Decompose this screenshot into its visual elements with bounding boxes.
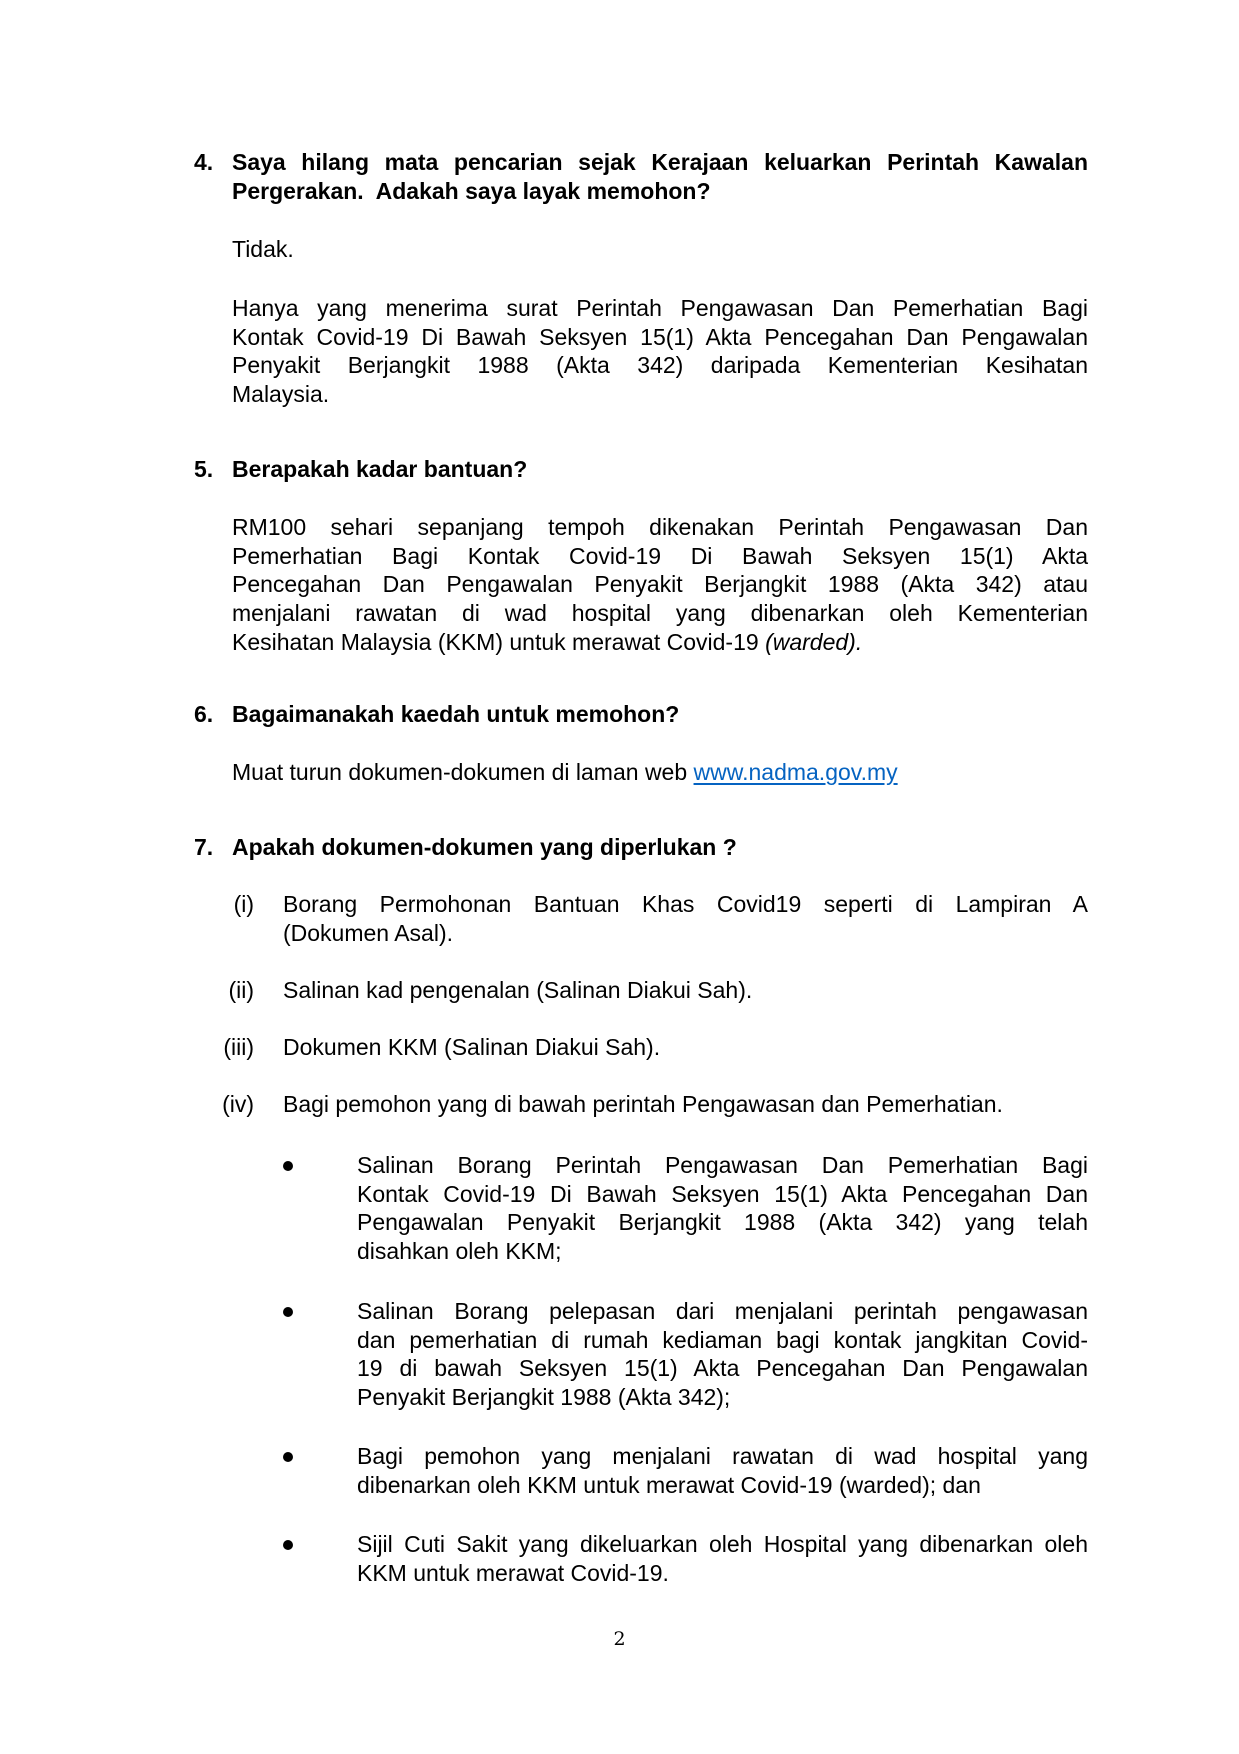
- answer-line: Malaysia.: [232, 381, 330, 408]
- question-6-answer: [232, 758, 1088, 787]
- question-6-heading: [232, 700, 1088, 729]
- question-5-answer: [232, 513, 1088, 656]
- bullet-line: 19 di bawah Seksyen 15(1) Akta Pencegahan Dan Pengawalan: [357, 1355, 1088, 1382]
- item-line: Dokumen KKM (Salinan Diakui Sah).: [283, 1034, 661, 1060]
- item-line: (Dokumen Asal).: [283, 919, 454, 946]
- item-label: (ii): [228, 977, 254, 1003]
- question-4-answer: [232, 294, 1088, 409]
- bullet-line: Bagi pemohon yang menjalani rawatan di wad hospital yang: [357, 1443, 1088, 1469]
- bullet-item: [357, 1442, 1088, 1499]
- question-5-heading: [232, 455, 1088, 484]
- list-item: [283, 1033, 1088, 1062]
- list-item: [283, 1090, 1088, 1119]
- answer-line: Pemerhatian Bagi Kontak Covid-19 Di Bawah Seksyen 15(1) Akta: [232, 542, 1088, 569]
- answer-last-line-text: Kesihatan Malaysia (KKM) untuk merawat Covid-19: [232, 628, 766, 655]
- question-4-heading-line-2: Pergerakan. Adakah saya layak memohon?: [232, 177, 711, 204]
- bullet-item: [357, 1297, 1088, 1412]
- question-7-heading-line-1: Apakah dokumen-dokumen yang diperlukan ?: [232, 834, 737, 860]
- question-6-number: 6.: [194, 701, 214, 727]
- bullet-item: [357, 1530, 1088, 1587]
- question-4-number: 4.: [194, 149, 214, 175]
- bullet-line: Sijil Cuti Sakit yang dikeluarkan oleh Hospital yang dibenarkan oleh: [357, 1531, 1088, 1557]
- list-item: [283, 890, 1088, 947]
- answer-line: menjalani rawatan di wad hospital yang dibenarkan oleh Kementerian: [232, 600, 1088, 627]
- item-label: (iv): [222, 1091, 254, 1117]
- bullet-line: dibenarkan oleh KKM untuk merawat Covid-19 (warded); dan: [357, 1471, 981, 1498]
- bullet-icon: [283, 1161, 293, 1171]
- answer-line: Hanya yang menerima surat Perintah Pengawasan Dan Pemerhatian Bagi: [232, 295, 1088, 321]
- question-5-heading-line-1: Berapakah kadar bantuan?: [232, 456, 528, 482]
- question-6-heading-line-1: Bagaimanakah kaedah untuk memohon?: [232, 701, 680, 727]
- answer-line: Kontak Covid-19 Di Bawah Seksyen 15(1) Akta Pencegahan Dan Pengawalan: [232, 323, 1088, 350]
- item-line: Salinan kad pengenalan (Salinan Diakui Sah).: [283, 977, 753, 1003]
- bullet-line: Penyakit Berjangkit 1988 (Akta 342);: [357, 1384, 731, 1411]
- question-7-heading: [232, 833, 1088, 862]
- item-label: (iii): [223, 1034, 254, 1060]
- bullet-line: Salinan Borang Perintah Pengawasan Dan Pemerhatian Bagi: [357, 1152, 1088, 1178]
- warded-italic: (warded).: [765, 628, 863, 655]
- bullet-line: dan pemerhatian di rumah kediaman bagi kontak jangkitan Covid-: [357, 1326, 1088, 1353]
- answer-line: Penyakit Berjangkit 1988 (Akta 342) daripada Kementerian Kesihatan: [232, 352, 1088, 379]
- question-6-answer-text: Muat turun dokumen-dokumen di laman web: [232, 759, 694, 785]
- bullet-line: Kontak Covid-19 Di Bawah Seksyen 15(1) Akta Pencegahan Dan: [357, 1180, 1088, 1207]
- list-item: [283, 976, 1088, 1005]
- answer-line: Pencegahan Dan Pengawalan Penyakit Berjangkit 1988 (Akta 342) atau: [232, 571, 1088, 598]
- bullet-item: [357, 1151, 1088, 1266]
- nadma-website-link[interactable]: www.nadma.gov.my: [693, 759, 898, 785]
- page-number: 2: [613, 1628, 626, 1650]
- question-4-heading-line-1: Saya hilang mata pencarian sejak Kerajaan keluarkan Perintah Kawalan: [232, 149, 1088, 175]
- answer-last-line: [232, 628, 1088, 657]
- question-4-short-answer: Tidak.: [232, 236, 294, 262]
- bullet-line: KKM untuk merawat Covid-19.: [357, 1559, 669, 1586]
- bullet-line: disahkan oleh KKM;: [357, 1238, 562, 1265]
- question-5-number: 5.: [194, 456, 214, 482]
- question-7-number: 7.: [194, 834, 214, 860]
- item-line: Borang Permohonan Bantuan Khas Covid19 seperti di Lampiran A: [283, 891, 1088, 917]
- question-4-heading: [232, 148, 1088, 205]
- bullet-icon: [283, 1540, 293, 1550]
- answer-line: RM100 sehari sepanjang tempoh dikenakan Perintah Pengawasan Dan: [232, 514, 1088, 540]
- bullet-line: Salinan Borang pelepasan dari menjalani perintah pengawasan: [357, 1298, 1088, 1324]
- bullet-icon: [283, 1307, 293, 1317]
- item-label: (i): [233, 891, 254, 917]
- bullet-line: Pengawalan Penyakit Berjangkit 1988 (Akta 342) yang telah: [357, 1209, 1088, 1236]
- bullet-icon: [283, 1452, 293, 1462]
- item-line: Bagi pemohon yang di bawah perintah Pengawasan dan Pemerhatian.: [283, 1091, 1003, 1117]
